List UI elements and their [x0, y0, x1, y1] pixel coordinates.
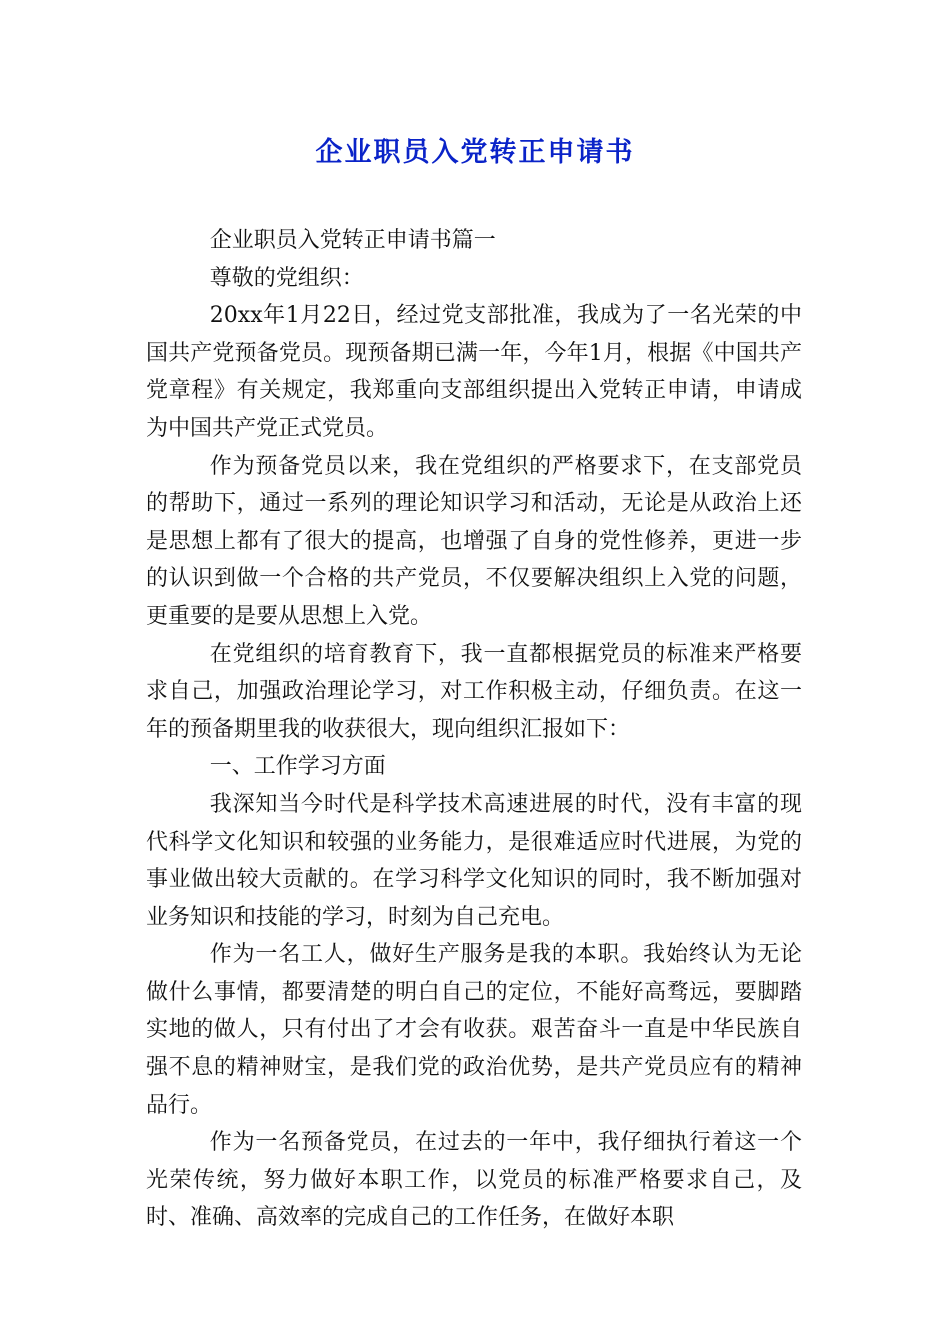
document-body	[146, 222, 802, 1237]
paragraph: 我深知当今时代是科学技术高速进展的时代，没有丰富的现代科学文化知识和较强的业务能力，是很难适应时代进展，为党的事业做出较大贡献的。在学习科学文化知识的同时，我不断加强对业务知识和技能的学习，时刻为自己充电。	[146, 791, 802, 930]
subsection-heading: 一、工作学习方面	[209, 754, 386, 780]
paragraph: 作为一名工人，做好生产服务是我的本职。我始终认为无论做什么事情，都要清楚的明白自己的定位，不能好高骛远，要脚踏实地的做人，只有付出了才会有收获。艰苦奋斗一直是中华民族自强不息的精神财宝，是我们党的政治优势，是共产党员应有的精神品行。	[146, 942, 802, 1118]
salutation: 尊敬的党组织：	[209, 265, 364, 291]
paragraph: 在党组织的培育教育下，我一直都根据党员的标准来严格要求自己，加强政治理论学习，对工作积极主动，仔细负责。在这一年的预备期里我的收获很大，现向组织汇报如下：	[146, 641, 802, 742]
paragraph: 作为预备党员以来，我在党组织的严格要求下，在支部党员的帮助下，通过一系列的理论知识学习和活动，无论是从政治上还是思想上都有了很大的提高，也增强了自身的党性修养，更进一步的认识到做一个合格的共产党员，不仅要解决组织上入党的问题，更重要的是要从思想上入党。	[146, 453, 802, 629]
paragraph: 作为一名预备党员，在过去的一年中，我仔细执行着这一个光荣传统，努力做好本职工作，以党员的标准严格要求自己，及时、准确、高效率的完成自己的工作任务，在做好本职	[146, 1130, 802, 1231]
section-heading: 企业职员入党转正申请书篇一	[209, 228, 496, 253]
paragraph: 20xx年1月22日，经过党支部批准，我成为了一名光荣的中国共产党预备党员。现预备期已满一年，今年1月，根据《中国共产党章程》有关规定，我郑重向支部组织提出入党转正申请，申请成为中国共产党正式党员。	[146, 303, 802, 441]
document-title: 企业职员入党转正申请书	[315, 137, 635, 168]
